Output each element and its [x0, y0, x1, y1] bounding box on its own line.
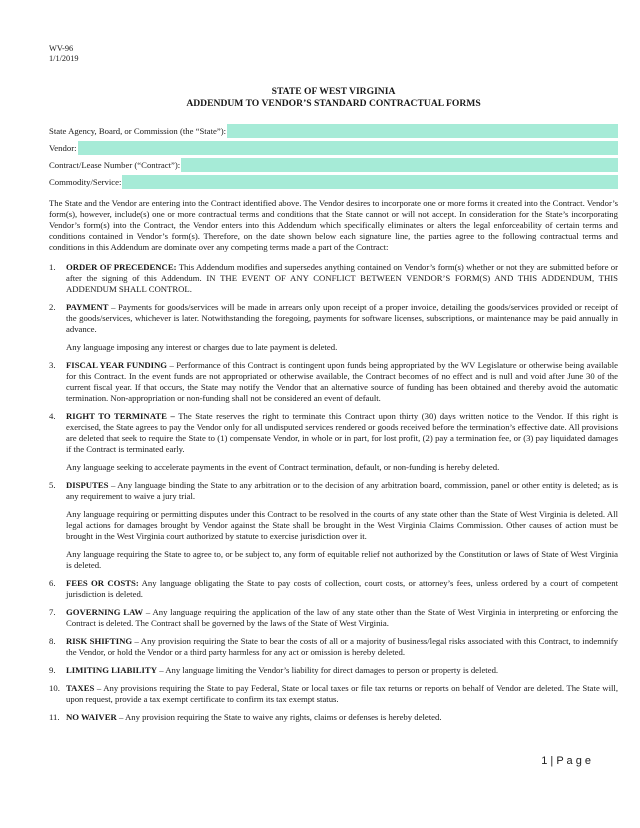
term-subparagraph: Any language imposing any interest or charges due to late payment is deleted.	[66, 342, 338, 352]
term-text: – Any language requiring the application of the law of any state other than the State of West Virginia in interpreting or enforcing the Contract is deleted. The Contract shall be governed by the laws of the State of West Virginia.	[66, 607, 618, 628]
agency-row	[49, 124, 618, 138]
page-number: 1 | P a g e	[541, 755, 591, 767]
term-subparagraph: Any language seeking to accelerate payments in the event of Contract termination, default, or non-funding is hereby deleted.	[66, 462, 500, 472]
term-text: – Performance of this Contract is contingent upon funds being appropriated by the WV Legislature or otherwise being available for this Contract. In the event funds are not appropriated or otherwise available, the Contract becomes of no effect and is null and void after June 30 of the current fiscal year. If that occurs, the State may notify the Vendor that an alternative source of funding has been obtained and thereby avoid the automatic termination. Non-appropriation or non-funding shall not be considered an event of default.	[66, 360, 618, 403]
term-text: – Any language binding the State to any arbitration or to the decision of any arbitration board, commission, panel or other entity is deleted; as is any requirement to waive a jury trial.	[66, 480, 618, 501]
term-number: 11.	[49, 712, 60, 722]
term-text: – Any provision requiring the State to bear the costs of all or a majority of business/legal risks associated with this Contract, to indemnify the Vendor, or hold the Vendor or a third party harmless for any act or omission is hereby deleted.	[66, 636, 618, 657]
terms-list	[49, 262, 618, 723]
form-number: WV-96	[49, 44, 74, 53]
commodity-row	[49, 175, 618, 189]
contract-label: Contract/Lease Number (“Contract”):	[49, 160, 181, 170]
intro-paragraph: The State and the Vendor are entering into the Contract identified above. The Vendor desires to incorporate one or more forms it created into the Contract. Vendor’s form(s), however, include(s) one or more contractual terms and conditions that the State cannot or will not accept. In consideration for the State’s incorporating Vendor’s form(s) into the Contract, the Vendor enters into this Addendum which specifically eliminates or alters the legal enforceability of certain terms and conditions contained in Vendor’s form(s). Therefore, on the date shown below each signature line, the parties agree to the following contractual terms and conditions in this Addendum are dominate over any competing terms made a part of the Contract:	[49, 198, 618, 252]
term-heading: FISCAL YEAR FUNDING	[66, 360, 168, 370]
term-number: 9.	[49, 665, 56, 675]
vendor-field[interactable]	[78, 141, 618, 155]
term-taxes	[49, 683, 618, 705]
contract-row	[49, 158, 618, 172]
term-fiscal-year-funding	[49, 360, 618, 404]
document-title	[49, 86, 618, 110]
term-number: 7.	[49, 607, 56, 617]
agency-label: State Agency, Board, or Commission (the “State”):	[49, 126, 227, 136]
term-text: – Payments for goods/services will be made in arrears only upon receipt of a proper invoice, detailing the goods/services provided or receipt of the goods/services, whichever is later. Notwithstanding the foregoing, payments for software licenses, subscriptions, or maintenance may be paid annually in advance.	[66, 302, 618, 334]
term-text: – Any provisions requiring the State to pay Federal, State or local taxes or file tax returns or reports on behalf of Vendor are deleted. The State will, upon request, provide a tax exempt certificate to confirm its tax exempt status.	[66, 683, 618, 704]
agency-field[interactable]	[227, 124, 618, 138]
form-date: 1/1/2019	[49, 54, 79, 63]
term-heading: ORDER OF PRECEDENCE:	[66, 262, 177, 272]
term-fees-or-costs	[49, 578, 618, 600]
term-heading: GOVERNING LAW	[66, 607, 144, 617]
term-disputes	[49, 480, 618, 571]
term-text: The State reserves the right to terminate this Contract upon thirty (30) days written notice to the Vendor. If this right is exercised, the State agrees to pay the Vendor only for all undisputed services rendered or goods received before the termination’s effective date. All provisions are deleted that seek to require the State to (1) compensate Vendor, in whole or in part, for lost profit, (2) pay a termination fee, or (3) pay liquidated damages if the Contract is terminated early.	[66, 411, 618, 454]
term-number: 1.	[49, 262, 56, 272]
term-no-waiver	[49, 712, 618, 723]
term-heading: PAYMENT	[66, 302, 109, 312]
term-order-of-precedence	[49, 262, 618, 295]
contract-field[interactable]	[181, 158, 618, 172]
header-fields	[49, 124, 618, 189]
term-number: 10.	[49, 683, 60, 693]
vendor-row	[49, 141, 618, 155]
term-number: 6.	[49, 578, 56, 588]
commodity-field[interactable]	[122, 175, 618, 189]
term-heading: NO WAIVER	[66, 712, 117, 722]
term-number: 3.	[49, 360, 56, 370]
term-limiting-liability	[49, 665, 618, 676]
term-right-to-terminate	[49, 411, 618, 473]
commodity-label: Commodity/Service:	[49, 177, 122, 187]
term-heading: TAXES	[66, 683, 95, 693]
term-payment	[49, 302, 618, 353]
term-number: 8.	[49, 636, 56, 646]
title-line-1: STATE OF WEST VIRGINIA	[271, 86, 396, 97]
term-text: Any language obligating the State to pay costs of collection, court costs, or attorney’s fees, unless ordered by a court of competent jurisdiction is deleted.	[66, 578, 619, 599]
term-text: This Addendum modifies and supersedes anything contained on Vendor’s form(s) whether or not they are submitted before or after the signing of this Addendum. IN THE EVENT OF ANY CONFLICT BETWEEN VENDOR’S FORM(S) AND THIS ADDENDUM, THIS ADDENDUM SHALL CONTROL.	[66, 262, 618, 294]
term-subparagraph: Any language requiring or permitting disputes under this Contract to be resolved in the courts of any state other than the State of West Virginia is deleted. All legal actions for damages brought by Vendor against the State shall be brought in the West Virginia Claims Commission. Other causes of action must be brought in the West Virginia court authorized by statute to exercise jurisdiction over it.	[66, 509, 618, 541]
term-number: 5.	[49, 480, 56, 490]
vendor-label: Vendor:	[49, 143, 77, 153]
term-number: 2.	[49, 302, 56, 312]
term-heading: FEES OR COSTS:	[66, 578, 139, 588]
term-governing-law	[49, 607, 618, 629]
term-heading: DISPUTES	[66, 480, 109, 490]
term-risk-shifting	[49, 636, 618, 658]
term-heading: RIGHT TO TERMINATE –	[66, 411, 175, 421]
term-text: – Any provision requiring the State to waive any rights, claims or defenses is hereby deleted.	[116, 712, 442, 722]
term-heading: RISK SHIFTING	[66, 636, 133, 646]
term-subparagraph: Any language requiring the State to agree to, or be subject to, any form of equitable relief not authorized by the Constitution or laws of State of West Virginia is deleted.	[66, 549, 618, 570]
term-number: 4.	[49, 411, 56, 421]
term-heading: LIMITING LIABILITY	[66, 665, 158, 675]
term-text: – Any language limiting the Vendor’s liability for direct damages to person or property is deleted.	[157, 665, 499, 675]
title-line-2: ADDENDUM TO VENDOR’S STANDARD CONTRACTUAL FORMS	[186, 98, 481, 109]
